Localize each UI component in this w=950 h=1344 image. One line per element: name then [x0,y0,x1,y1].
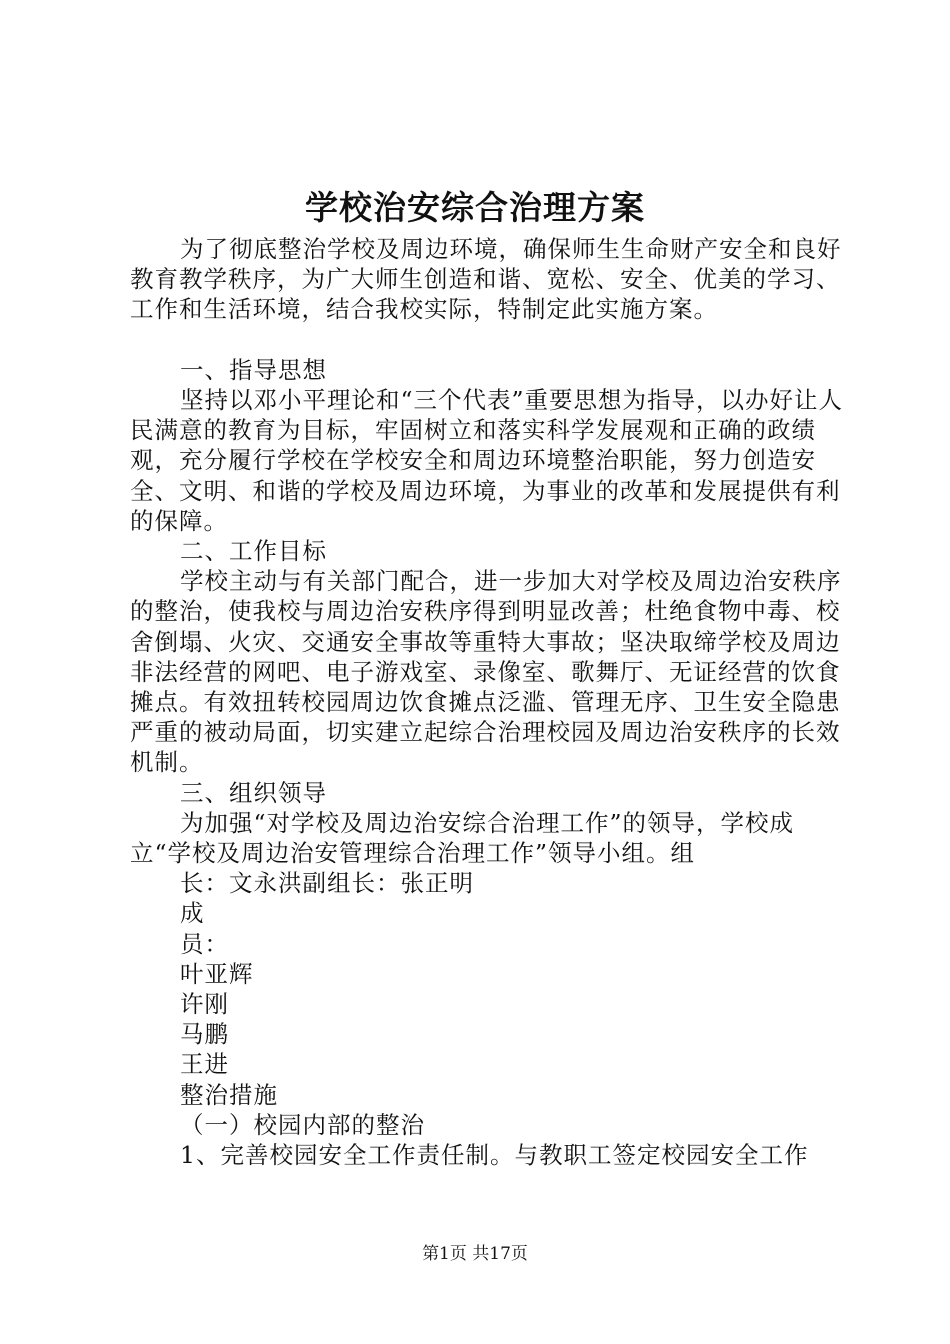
document-body [130,234,845,1170]
page-footer: 第1页 共17页 [422,1244,528,1264]
member-name: 叶亚辉 [180,959,254,988]
subsection-1-heading: （一）校园内部的整治 [180,1110,425,1139]
members-label-line-1: 成 [180,899,205,928]
section-2-heading: 二、工作目标 [180,537,327,566]
section-1-heading: 一、指导思想 [180,355,327,384]
paragraph-spacer [130,325,845,355]
section-4-heading: 整治措施 [180,1080,278,1109]
member-name: 许刚 [180,990,229,1019]
leaders-line: 长：文永洪副组长：张正明 [180,869,474,898]
item-1-paragraph: 1、完善校园安全工作责任制。与教职工签定校园安全工作 [180,1141,809,1170]
section-2-paragraph: 学校主动与有关部门配合，进一步加大对学校及周边治安秩序的整治，使我校与周边治安秩序得到明显改善；杜绝食物中毒、校舍倒塌、火灾、交通安全事故等重特大事故；坚决取缔学校及周边非法经营的网吧、电子游戏室、录像室、歌舞厅、无证经营的饮食摊点。有效扭转校园周边饮食摊点泛滥、管理无序、卫生安全隐患严重的被动局面，切实建立起综合治理校园及周边治安秩序的长效机制。 [130,567,842,777]
members-label-line-2: 员： [180,929,229,958]
section-3-heading: 三、组织领导 [180,778,327,807]
member-name: 马鹏 [180,1020,229,1049]
section-1-paragraph: 坚持以邓小平理论和“三个代表”重要思想为指导，以办好让人民满意的教育为目标，牢固树立和落实科学发展观和正确的政绩观，充分履行学校在学校安全和周边环境整治职能，努力创造安全、文明、和谐的学校及周边环境，为事业的改革和发展提供有利的保障。 [130,386,844,535]
member-name: 王进 [180,1050,229,1079]
document-title: 学校治安综合治理方案 [305,188,645,227]
section-3-paragraph: 为加强“对学校及周边治安综合治理工作”的领导，学校成立“学校及周边治安管理综合治理工作”领导小组。组 [130,808,795,868]
intro-paragraph: 为了彻底整治学校及周边环境，确保师生生命财产安全和良好教育教学秩序，为广大师生创造和谐、宽松、安全、优美的学习、工作和生活环境，结合我校实际，特制定此实施方案。 [130,235,842,324]
